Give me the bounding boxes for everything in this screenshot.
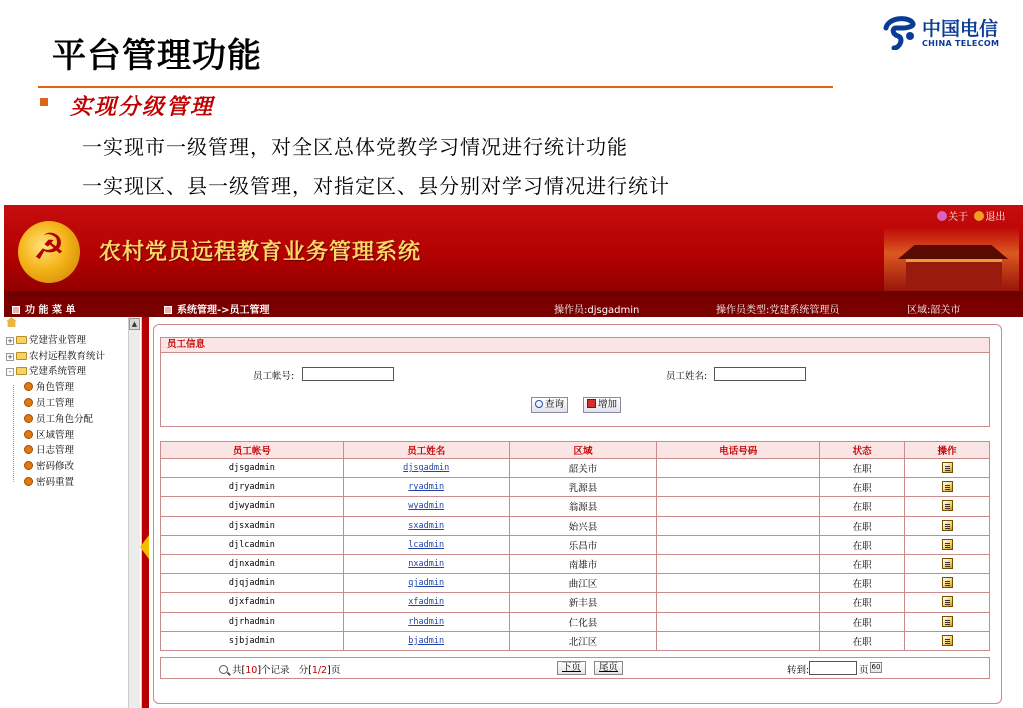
goto-page-input[interactable] bbox=[809, 661, 857, 675]
table-row bbox=[161, 612, 990, 631]
tree-child-region-mgmt[interactable] bbox=[6, 428, 105, 444]
cell-account: djqjadmin bbox=[161, 574, 344, 593]
telecom-symbol-icon bbox=[882, 14, 920, 50]
cell-region: 北江区 bbox=[509, 631, 657, 650]
folder-icon bbox=[16, 336, 27, 344]
record-summary bbox=[219, 662, 340, 676]
table-row bbox=[161, 554, 990, 573]
cell-name bbox=[343, 631, 509, 650]
name-input[interactable] bbox=[714, 367, 806, 381]
top-links bbox=[937, 208, 1005, 223]
cell-action bbox=[905, 631, 990, 650]
cell-action bbox=[905, 574, 990, 593]
cell-status: 在职 bbox=[820, 535, 905, 554]
cell-region: 始兴县 bbox=[509, 516, 657, 535]
goto-label: 转到: bbox=[787, 665, 810, 676]
table-header-row bbox=[161, 442, 990, 459]
region-info: 区域:韶关市 bbox=[907, 305, 961, 316]
add-button-label: 增加 bbox=[598, 399, 618, 410]
edit-icon[interactable] bbox=[942, 577, 953, 588]
total-suffix: ]个记录 bbox=[257, 665, 290, 676]
name-link[interactable]: ryadmin bbox=[408, 482, 445, 493]
name-label: 员工姓名: bbox=[666, 371, 708, 382]
menu-tree bbox=[6, 317, 105, 491]
edit-icon[interactable] bbox=[942, 616, 953, 627]
leaf-icon bbox=[24, 430, 33, 439]
leaf-icon bbox=[24, 477, 33, 486]
table-row bbox=[161, 631, 990, 650]
tree-item-system-admin[interactable] bbox=[6, 364, 105, 380]
cell-phone bbox=[657, 631, 820, 650]
menu-bar bbox=[4, 297, 1023, 317]
total-prefix: 共[ bbox=[232, 665, 246, 676]
china-telecom-logo bbox=[882, 12, 1007, 52]
pagination-bar bbox=[160, 657, 990, 679]
exit-icon bbox=[974, 211, 984, 221]
cell-action bbox=[905, 478, 990, 497]
cell-name bbox=[343, 535, 509, 554]
cell-action bbox=[905, 516, 990, 535]
add-icon bbox=[587, 399, 596, 408]
cell-region: 韶关市 bbox=[509, 459, 657, 478]
tree-guide-line bbox=[13, 385, 14, 482]
cell-status: 在职 bbox=[820, 554, 905, 573]
table-row bbox=[161, 516, 990, 535]
cell-region: 南雄市 bbox=[509, 554, 657, 573]
table-row bbox=[161, 497, 990, 516]
edit-icon[interactable] bbox=[942, 462, 953, 473]
leaf-icon bbox=[24, 398, 33, 407]
leaf-icon bbox=[24, 414, 33, 423]
tree-child-change-password[interactable] bbox=[6, 459, 105, 475]
cell-phone bbox=[657, 612, 820, 631]
menu-icon bbox=[12, 306, 20, 314]
search-button[interactable] bbox=[531, 397, 568, 413]
open-folder-icon bbox=[16, 367, 27, 375]
menu-title bbox=[12, 301, 75, 316]
bullet-square-icon bbox=[40, 98, 48, 106]
col-action[interactable]: 操作 bbox=[905, 442, 990, 459]
cell-name bbox=[343, 612, 509, 631]
breadcrumb-icon bbox=[164, 306, 172, 314]
cell-account: djsxadmin bbox=[161, 516, 344, 535]
about-link[interactable] bbox=[937, 212, 968, 223]
name-link[interactable]: djsgadmin bbox=[403, 463, 450, 474]
tree-item-label: 农村远程教育统计 bbox=[29, 350, 106, 362]
cell-name bbox=[343, 593, 509, 612]
cell-action bbox=[905, 612, 990, 631]
title-divider bbox=[38, 86, 833, 88]
scroll-up-arrow-icon[interactable]: ▲ bbox=[129, 318, 140, 330]
total-count: 10 bbox=[245, 665, 258, 676]
tree-child-label: 员工角色分配 bbox=[36, 413, 94, 425]
col-account[interactable]: 员工帐号 bbox=[161, 442, 344, 459]
name-link[interactable]: sxadmin bbox=[408, 520, 445, 531]
name-link[interactable]: rhadmin bbox=[408, 616, 445, 627]
cell-phone bbox=[657, 554, 820, 573]
col-name[interactable]: 员工姓名 bbox=[343, 442, 509, 459]
account-label: 员工帐号: bbox=[253, 371, 295, 382]
col-phone[interactable]: 电话号码 bbox=[657, 442, 820, 459]
tree-child-label: 密码修改 bbox=[36, 461, 75, 473]
cell-status: 在职 bbox=[820, 459, 905, 478]
hammer-sickle-icon: ☭ bbox=[32, 227, 66, 268]
cell-status: 在职 bbox=[820, 612, 905, 631]
cell-status: 在职 bbox=[820, 593, 905, 612]
cell-account: djlcadmin bbox=[161, 535, 344, 554]
table-row bbox=[161, 459, 990, 478]
search-button-label: 查询 bbox=[545, 399, 565, 410]
table-row bbox=[161, 593, 990, 612]
home-icon bbox=[6, 317, 17, 327]
cell-name bbox=[343, 554, 509, 573]
cell-account: djrhadmin bbox=[161, 612, 344, 631]
gate-body bbox=[906, 259, 1002, 293]
cell-name bbox=[343, 516, 509, 535]
cell-name bbox=[343, 478, 509, 497]
tree-item-rural-edu-stats[interactable] bbox=[6, 349, 105, 365]
cell-region: 仁化县 bbox=[509, 612, 657, 631]
tree-child-label: 日志管理 bbox=[36, 445, 75, 457]
cell-account: djryadmin bbox=[161, 478, 344, 497]
table-body bbox=[161, 459, 990, 651]
cell-account: djwyadmin bbox=[161, 497, 344, 516]
form-header: 员工信息 bbox=[161, 338, 989, 353]
main-content bbox=[149, 317, 1023, 708]
panel-divider[interactable] bbox=[142, 317, 149, 708]
edit-icon[interactable] bbox=[942, 481, 953, 492]
folder-icon bbox=[16, 352, 27, 360]
leaf-icon bbox=[24, 382, 33, 391]
cell-action bbox=[905, 459, 990, 478]
col-status[interactable]: 状态 bbox=[820, 442, 905, 459]
sub-line-2: 一实现区、县一级管理，对指定区、县分别对学习情况进行统计 bbox=[82, 174, 670, 198]
edit-icon[interactable] bbox=[942, 635, 953, 646]
edit-icon[interactable] bbox=[942, 558, 953, 569]
tree-child-role-mgmt[interactable] bbox=[6, 380, 105, 396]
col-region[interactable]: 区域 bbox=[509, 442, 657, 459]
name-link[interactable]: nxadmin bbox=[408, 559, 445, 570]
cell-account: djsgadmin bbox=[161, 459, 344, 478]
name-link[interactable]: wyadmin bbox=[408, 501, 445, 512]
app-banner bbox=[4, 205, 1023, 297]
party-emblem-icon bbox=[18, 221, 80, 283]
search-icon bbox=[219, 665, 228, 674]
cell-phone bbox=[657, 516, 820, 535]
tree-child-label: 密码重置 bbox=[36, 476, 75, 488]
page-count: 1/2 bbox=[311, 665, 328, 676]
menu-label: 功 能 菜 单 bbox=[25, 305, 76, 316]
edit-icon[interactable] bbox=[942, 539, 953, 550]
app-screenshot bbox=[4, 205, 1023, 708]
go-button[interactable]: 60 bbox=[871, 663, 881, 671]
cell-status: 在职 bbox=[820, 497, 905, 516]
cell-account: sjbjadmin bbox=[161, 631, 344, 650]
breadcrumb-label: 系统管理->员工管理 bbox=[177, 305, 270, 316]
tree-child-reset-password[interactable] bbox=[6, 475, 105, 491]
cell-status: 在职 bbox=[820, 516, 905, 535]
name-link[interactable]: qjadmin bbox=[408, 578, 445, 589]
expand-icon[interactable]: + bbox=[7, 336, 13, 345]
gate-roof bbox=[898, 245, 1008, 259]
about-label: 关于 bbox=[948, 212, 968, 223]
cell-phone bbox=[657, 593, 820, 612]
staff-info-form bbox=[160, 337, 990, 427]
tree-child-label: 区域管理 bbox=[36, 429, 75, 441]
edit-icon[interactable] bbox=[942, 500, 953, 511]
cell-region: 乳源县 bbox=[509, 478, 657, 497]
cell-name bbox=[343, 497, 509, 516]
tree-child-log-mgmt[interactable] bbox=[6, 443, 105, 459]
cell-action bbox=[905, 593, 990, 612]
cell-name bbox=[343, 459, 509, 478]
expand-icon[interactable]: + bbox=[7, 352, 13, 361]
sub-line-1: 一实现市一级管理，对全区总体党教学习情况进行统计功能 bbox=[82, 135, 628, 159]
account-input[interactable] bbox=[302, 367, 394, 381]
logo-text-cn: 中国电信 bbox=[922, 18, 999, 40]
cell-phone bbox=[657, 497, 820, 516]
last-page-button[interactable]: 尾页 bbox=[594, 661, 623, 675]
cell-action bbox=[905, 554, 990, 573]
table-row bbox=[161, 574, 990, 593]
tree-child-label: 角色管理 bbox=[36, 382, 75, 394]
tree-child-label: 员工管理 bbox=[36, 397, 75, 409]
staff-table bbox=[160, 441, 990, 651]
exit-label: 退出 bbox=[985, 212, 1006, 223]
cell-status: 在职 bbox=[820, 631, 905, 650]
exit-link[interactable] bbox=[974, 212, 1005, 223]
name-link[interactable]: lcadmin bbox=[408, 539, 445, 550]
leaf-icon bbox=[24, 445, 33, 454]
next-page-button[interactable]: 下页 bbox=[557, 661, 586, 675]
table-row bbox=[161, 535, 990, 554]
about-icon bbox=[937, 211, 947, 221]
name-link[interactable]: bjadmin bbox=[408, 635, 445, 646]
cell-region: 乐昌市 bbox=[509, 535, 657, 554]
cell-region: 新丰县 bbox=[509, 593, 657, 612]
cell-phone bbox=[657, 478, 820, 497]
cell-phone bbox=[657, 574, 820, 593]
table-row bbox=[161, 478, 990, 497]
page-suffix: ]页 bbox=[327, 665, 341, 676]
tiananmen-graphic bbox=[884, 227, 1019, 293]
tree-child-staff-role[interactable] bbox=[6, 412, 105, 428]
function-menu-panel bbox=[4, 317, 142, 708]
operator-info: 操作员:djsgadmin bbox=[554, 305, 640, 316]
logo-text-en: CHINA TELECOM bbox=[922, 39, 1000, 48]
cell-region: 曲江区 bbox=[509, 574, 657, 593]
slide-title: 平台管理功能 bbox=[52, 36, 262, 76]
collapse-arrow-icon[interactable] bbox=[140, 535, 149, 559]
cell-account: djxfadmin bbox=[161, 593, 344, 612]
tree-root[interactable] bbox=[6, 317, 105, 333]
cell-action bbox=[905, 535, 990, 554]
tree-child-staff-mgmt[interactable] bbox=[6, 396, 105, 412]
cell-status: 在职 bbox=[820, 478, 905, 497]
collapse-icon[interactable]: - bbox=[6, 368, 14, 376]
search-icon bbox=[535, 400, 543, 408]
leaf-icon bbox=[24, 461, 33, 470]
cell-account: djnxadmin bbox=[161, 554, 344, 573]
tree-item-label: 党建系统管理 bbox=[29, 366, 87, 378]
system-title: 农村党员远程教育业务管理系统 bbox=[99, 240, 422, 265]
cell-region: 翁源县 bbox=[509, 497, 657, 516]
edit-icon[interactable] bbox=[942, 596, 953, 607]
breadcrumb bbox=[164, 301, 270, 316]
add-button[interactable] bbox=[583, 397, 621, 413]
page-unit: 页 bbox=[859, 665, 869, 676]
bullet-heading: 实现分级管理 bbox=[70, 94, 215, 120]
name-link[interactable]: xfadmin bbox=[408, 597, 445, 608]
cell-status: 在职 bbox=[820, 574, 905, 593]
page-prefix: 分[ bbox=[298, 665, 312, 676]
edit-icon[interactable] bbox=[942, 520, 953, 531]
cell-phone bbox=[657, 535, 820, 554]
menu-scrollbar[interactable] bbox=[128, 317, 140, 708]
cell-name bbox=[343, 574, 509, 593]
operator-type: 操作员类型:党建系统管理员 bbox=[716, 305, 840, 316]
cell-action bbox=[905, 497, 990, 516]
tree-item-label: 党建营业管理 bbox=[29, 334, 87, 346]
cell-phone bbox=[657, 459, 820, 478]
tree-item-party-business[interactable] bbox=[6, 333, 105, 349]
